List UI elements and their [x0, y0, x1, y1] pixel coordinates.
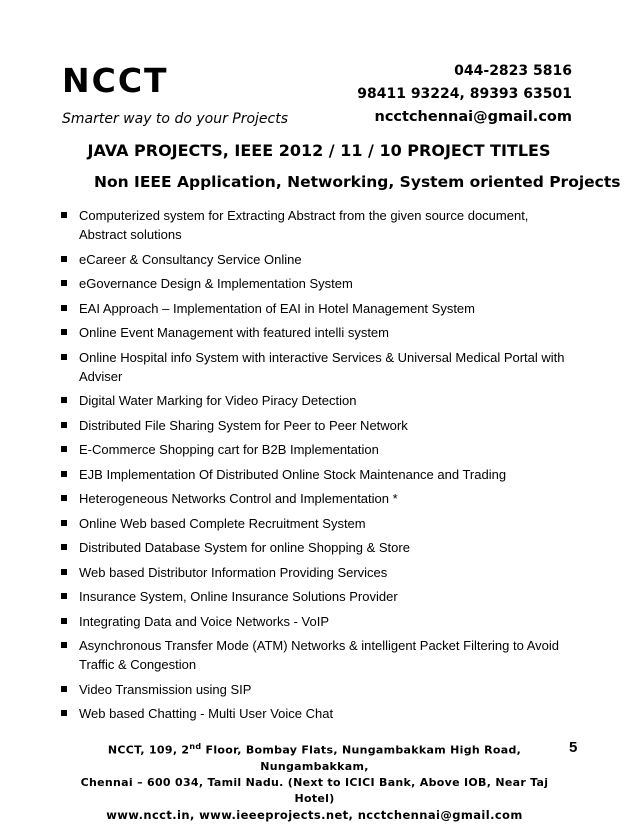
project-title: Insurance System, Online Insurance Solutions Provider [79, 589, 398, 604]
contact-email: ncctchennai@gmail.com [374, 109, 572, 125]
square-bullet-icon [61, 256, 67, 262]
tagline: Smarter way to do your Projects [62, 111, 289, 127]
project-list-item [60, 680, 570, 699]
project-list-item [60, 348, 570, 386]
main-title: JAVA PROJECTS, IEEE 2012 / 11 / 10 PROJECT TITLES [87, 141, 551, 160]
square-bullet-icon [61, 422, 67, 428]
square-bullet-icon [61, 686, 67, 692]
square-bullet-icon [61, 710, 67, 716]
project-title: Computerized system for Extracting Abstract from the given source document, Abstract solutions [79, 208, 529, 242]
project-list-item [60, 465, 570, 484]
phone-mobiles: 98411 93224, 89393 63501 [357, 86, 572, 102]
square-bullet-icon [61, 446, 67, 452]
project-title: E-Commerce Shopping cart for B2B Implementation [79, 442, 379, 457]
project-title: Digital Water Marking for Video Piracy Detection [79, 393, 357, 408]
project-list-item [60, 299, 570, 318]
project-title: Heterogeneous Networks Control and Implementation * [79, 491, 398, 506]
project-list-item [60, 587, 570, 606]
project-title: Video Transmission using SIP [79, 681, 252, 697]
square-bullet-icon [61, 471, 67, 477]
contact-block [357, 60, 572, 129]
project-title: EJB Implementation Of Distributed Online Stock Maintenance and Trading [79, 466, 507, 482]
footer-address [62, 739, 567, 823]
project-title: Online Event Management with featured intelli system [79, 325, 389, 340]
project-title: eGovernance Design & Implementation System [79, 276, 353, 291]
project-title: eCareer & Consultancy Service Online [79, 251, 302, 267]
square-bullet-icon [61, 354, 67, 360]
square-bullet-icon [61, 520, 67, 526]
address-line-1 [62, 739, 567, 775]
project-title: Online Web based Complete Recruitment System [79, 515, 366, 531]
project-list-item [60, 704, 570, 723]
square-bullet-icon [61, 280, 67, 286]
address-prefix: NCCT, 109, 2 [107, 743, 190, 757]
project-list-item [60, 514, 570, 533]
square-bullet-icon [61, 569, 67, 575]
page-number: 5 [569, 739, 578, 756]
project-title: EAI Approach – Implementation of EAI in Hotel Management System [79, 300, 475, 316]
square-bullet-icon [61, 544, 67, 550]
sub-title: Non IEEE Application, Networking, System oriented Projects [94, 173, 621, 191]
square-bullet-icon [61, 593, 67, 599]
square-bullet-icon [61, 397, 67, 403]
project-list-item [60, 416, 570, 435]
phone-landline: 044-2823 5816 [454, 63, 572, 79]
square-bullet-icon [61, 642, 67, 648]
square-bullet-icon [61, 212, 67, 218]
websites: www.ncct.in, www.ieeeprojects.net, ncctchennai@gmail.com [106, 807, 523, 822]
project-list-item [60, 391, 570, 410]
address-line-2: Chennai – 600 034, Tamil Nadu. (Next to ICICI Bank, Above IOB, Near Taj Hotel) [80, 775, 549, 805]
project-title: Integrating Data and Voice Networks - VoIP [79, 613, 330, 629]
project-list-item [60, 323, 570, 342]
square-bullet-icon [61, 618, 67, 624]
project-list-item [60, 440, 570, 459]
project-list-item [60, 612, 570, 631]
project-list-item [60, 274, 570, 293]
square-bullet-icon [61, 305, 67, 311]
project-title: Web based Distributor Information Providing Services [79, 564, 388, 580]
project-list-item [60, 489, 570, 508]
ncct-logo: NCCT [62, 61, 169, 100]
address-rest: Floor, Bombay Flats, Nungambakkam High Road, Nungambakkam, [201, 743, 522, 773]
project-list-item [60, 538, 570, 557]
project-title: Online Hospital info System with interactive Services & Universal Medical Portal with Adviser [79, 349, 565, 384]
project-title: Asynchronous Transfer Mode (ATM) Networks & intelligent Packet Filtering to Avoid Traffic & Congestion [79, 638, 559, 672]
project-list-item [60, 563, 570, 582]
project-list-item [60, 250, 570, 269]
project-list-item [60, 636, 570, 674]
square-bullet-icon [61, 329, 67, 335]
address-sup: nd [189, 742, 202, 751]
project-title: Distributed Database System for online Shopping & Store [79, 540, 410, 555]
square-bullet-icon [61, 495, 67, 501]
project-list [60, 206, 570, 729]
project-list-item [60, 206, 570, 244]
project-title: Web based Chatting - Multi User Voice Chat [79, 706, 334, 721]
project-title: Distributed File Sharing System for Peer to Peer Network [79, 417, 408, 433]
